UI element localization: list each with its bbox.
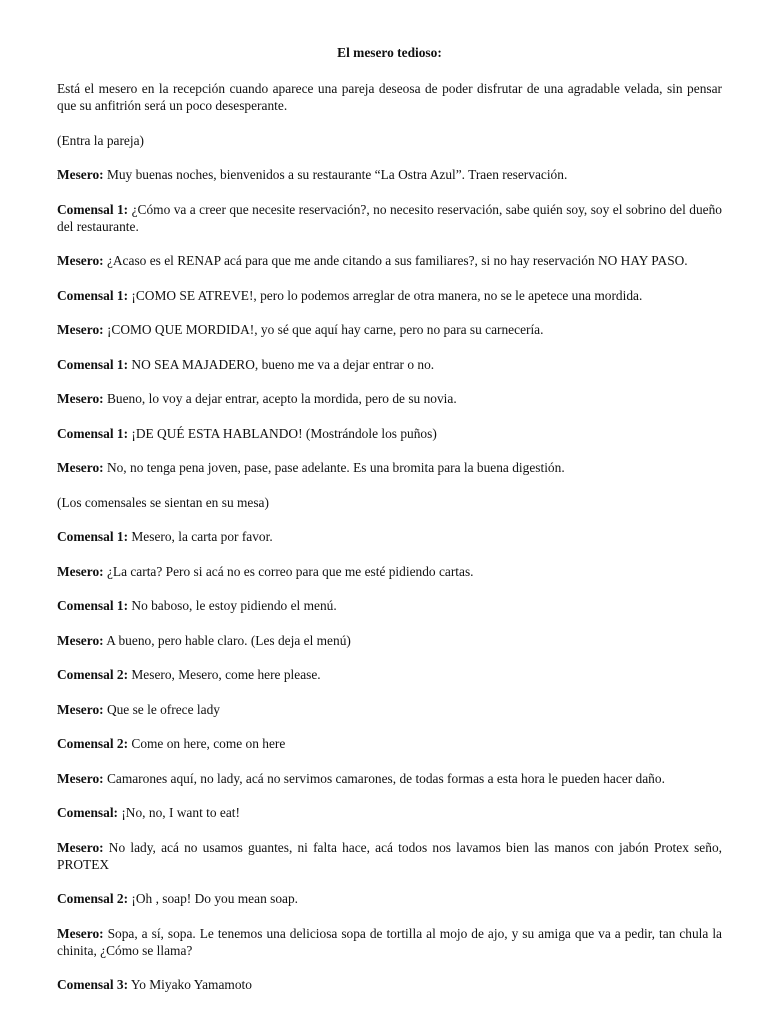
dialogue-paragraph	[57, 390, 722, 407]
dialogue-paragraph	[57, 976, 722, 993]
dialogue-paragraph	[57, 425, 722, 442]
paragraph-text: Sopa, a sí, sopa. Le tenemos una deliciosa sopa de tortilla al mojo de ajo, y su amiga que va a pedir, tan chula la chinita, ¿Cómo se llama?	[57, 925, 722, 958]
paragraph-text: NO SEA MAJADERO, bueno me va a dejar entrar o no.	[128, 356, 435, 372]
dialogue-paragraph	[57, 287, 722, 304]
dialogue-paragraph	[57, 321, 722, 338]
speaker-label: Mesero:	[57, 701, 104, 717]
speaker-label: Comensal 1:	[57, 287, 129, 303]
speaker-label: Mesero:	[57, 253, 104, 268]
paragraph-text: No baboso, le estoy pidiendo el menú.	[128, 598, 337, 613]
paragraph-text: ¡DE QUÉ ESTA HABLANDO! (Mostrándole los puños)	[128, 425, 437, 441]
dialogue-paragraph	[57, 563, 722, 580]
paragraph-text: Mesero, Mesero, come here please.	[128, 667, 321, 682]
paragraph-text: ¡Oh , soap! Do you mean soap.	[128, 891, 298, 906]
dialogue-paragraph	[57, 80, 722, 114]
speaker-label: Comensal 1:	[57, 201, 129, 217]
speaker-label: Mesero:	[57, 167, 104, 182]
speaker-label: Comensal 2:	[57, 891, 129, 906]
dialogue-paragraph	[57, 804, 722, 821]
speaker-label: Mesero:	[57, 770, 104, 786]
speaker-label: Comensal 2:	[57, 667, 129, 682]
speaker-label: Mesero:	[57, 632, 104, 648]
document-title: El mesero tedioso:	[337, 45, 442, 60]
paragraph-text: ¡No, no, I want to eat!	[118, 805, 240, 820]
dialogue-paragraph	[57, 770, 722, 787]
dialogue-paragraph	[57, 701, 722, 718]
paragraph-text: No, no tenga pena joven, pase, pase adelante. Es una bromita para la buena digestión.	[103, 460, 565, 475]
paragraph-text: ¡COMO QUE MORDIDA!, yo sé que aquí hay carne, pero no para su carnecería.	[103, 322, 544, 337]
dialogue-paragraph	[57, 666, 722, 683]
speaker-label: Comensal 2:	[57, 736, 129, 751]
speaker-label: Mesero:	[57, 391, 104, 406]
dialogue-paragraph	[57, 132, 722, 149]
dialogue-paragraph	[57, 735, 722, 752]
speaker-label: Comensal 1:	[57, 425, 129, 441]
dialogue-paragraph	[57, 252, 722, 269]
paragraph-text: Muy buenas noches, bienvenidos a su restaurante “La Ostra Azul”. Traen reservación.	[103, 167, 568, 182]
paragraph-text: ¿Cómo va a creer que necesite reservación?, no necesito reservación, sabe quién soy, soy el sobrino del dueño del restaurante.	[57, 201, 722, 234]
paragraph-text: (Entra la pareja)	[57, 132, 144, 148]
dialogue-body	[57, 80, 722, 993]
speaker-label: Comensal 1:	[57, 356, 129, 372]
document-page	[57, 44, 722, 1011]
paragraph-text: Camarones aquí, no lady, acá no servimos camarones, de todas formas a esta hora le pueden hacer daño.	[103, 770, 665, 786]
dialogue-paragraph	[57, 166, 722, 183]
dialogue-paragraph	[57, 201, 722, 235]
paragraph-text: Yo Miyako Yamamoto	[128, 977, 252, 992]
speaker-label: Mesero:	[57, 839, 104, 855]
paragraph-text: Bueno, lo voy a dejar entrar, acepto la mordida, pero de su novia.	[103, 391, 457, 406]
speaker-label: Mesero:	[57, 460, 104, 475]
speaker-label: Comensal 1:	[57, 598, 129, 613]
speaker-label: Mesero:	[57, 322, 104, 337]
dialogue-paragraph	[57, 839, 722, 873]
dialogue-paragraph	[57, 632, 722, 649]
paragraph-text: Come on here, come on here	[128, 736, 286, 751]
paragraph-text: ¡COMO SE ATREVE!, pero lo podemos arreglar de otra manera, no se le apetece una mordida.	[128, 287, 643, 303]
paragraph-text: Que se le ofrece lady	[103, 701, 220, 717]
paragraph-text: Mesero, la carta por favor.	[128, 529, 273, 544]
speaker-label: Mesero:	[57, 925, 104, 941]
paragraph-text: Está el mesero en la recepción cuando aparece una pareja deseosa de poder disfrutar de una agradable velada, sin pensar que su anfitrión será un poco desesperante.	[57, 81, 722, 113]
dialogue-paragraph	[57, 597, 722, 614]
dialogue-paragraph	[57, 356, 722, 373]
dialogue-paragraph	[57, 459, 722, 476]
paragraph-text: (Los comensales se sientan en su mesa)	[57, 494, 269, 510]
dialogue-paragraph	[57, 925, 722, 959]
paragraph-text: ¿Acaso es el RENAP acá para que me ande citando a sus familiares?, si no hay reservación NO HAY PASO.	[103, 253, 688, 268]
speaker-label: Comensal:	[57, 805, 118, 820]
speaker-label: Comensal 1:	[57, 529, 129, 544]
dialogue-paragraph	[57, 528, 722, 545]
dialogue-paragraph	[57, 890, 722, 907]
speaker-label: Comensal 3:	[57, 977, 129, 992]
paragraph-text: ¿La carta? Pero si acá no es correo para que me esté pidiendo cartas.	[103, 563, 474, 579]
dialogue-paragraph	[57, 494, 722, 511]
paragraph-text: A bueno, pero hable claro. (Les deja el menú)	[103, 632, 351, 648]
speaker-label: Mesero:	[57, 563, 104, 579]
paragraph-text: No lady, acá no usamos guantes, ni falta hace, acá todos nos lavamos bien las manos con jabón Protex seño, PROTEX	[57, 839, 722, 872]
